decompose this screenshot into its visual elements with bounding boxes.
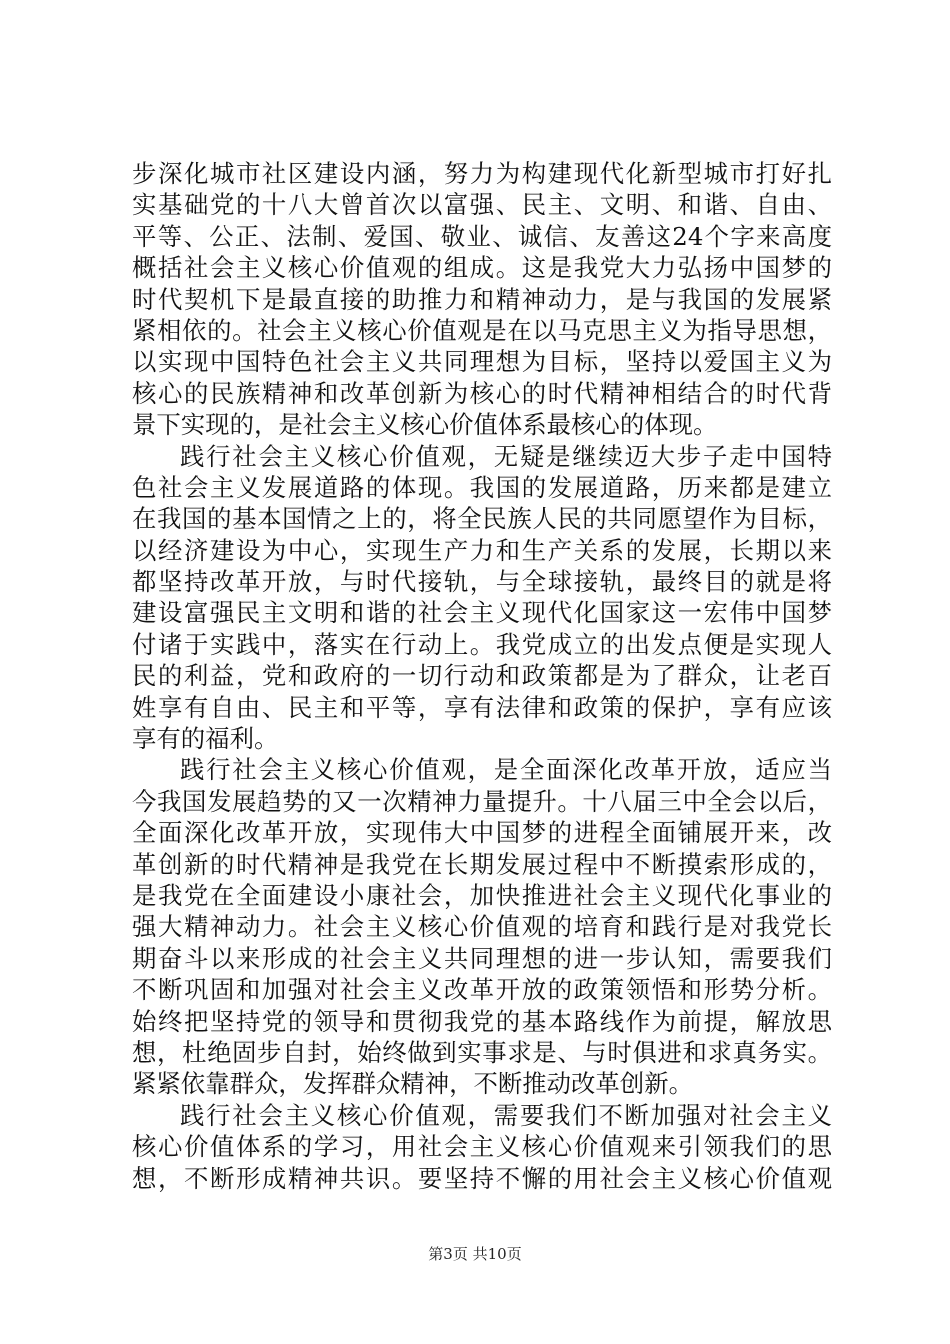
paragraph-4 <box>132 1100 832 1194</box>
text-line: 色社会主义发展道路的体现。我国的发展道路，历来都是建立 <box>132 472 832 502</box>
text-line: 不断巩固和加强对社会主义改革开放的政策领悟和形势分析。 <box>132 975 832 1005</box>
text-line: 践行社会主义核心价值观，无疑是继续迈大步子走中国特 <box>180 441 832 471</box>
text-line: 姓享有自由、民主和平等，享有法律和政策的保护，享有应该 <box>132 692 832 722</box>
text-line: 今我国发展趋势的又一次精神力量提升。十八届三中全会以后， <box>132 786 832 816</box>
text-line: 紧紧依靠群众，发挥群众精神，不断推动改革创新。 <box>132 1069 693 1099</box>
paragraph-3 <box>132 754 832 1099</box>
text-line: 核心价值体系的学习，用社会主义核心价值观来引领我们的思 <box>132 1132 832 1162</box>
paragraph-2 <box>132 441 832 755</box>
text-line: 民的利益，党和政府的一切行动和政策都是为了群众，让老百 <box>132 661 832 691</box>
text-line: 核心的民族精神和改革创新为核心的时代精神相结合的时代背 <box>132 378 832 408</box>
text-line: 平等、公正、法制、爱国、敬业、诚信、友善这24个字来高度 <box>132 221 832 251</box>
text-line: 时代契机下是最直接的助推力和精神动力，是与我国的发展紧 <box>132 284 832 314</box>
text-line: 概括社会主义核心价值观的组成。这是我党大力弘扬中国梦的 <box>132 253 832 283</box>
text-line: 建设富强民主文明和谐的社会主义现代化国家这一宏伟中国梦 <box>132 598 832 628</box>
text-line: 付诸于实践中，落实在行动上。我党成立的出发点便是实现人 <box>132 629 832 659</box>
text-line: 是我党在全面建设小康社会，加快推进社会主义现代化事业的 <box>132 880 832 910</box>
text-line: 全面深化改革开放，实现伟大中国梦的进程全面铺展开来，改 <box>132 818 832 848</box>
text-line: 践行社会主义核心价值观，需要我们不断加强对社会主义 <box>180 1100 832 1130</box>
text-line: 想，杜绝固步自封，始终做到实事求是、与时俱进和求真务实。 <box>132 1037 832 1067</box>
text-line: 强大精神动力。社会主义核心价值观的培育和践行是对我党长 <box>132 912 832 942</box>
text-line: 始终把坚持党的领导和贯彻我党的基本路线作为前提，解放思 <box>132 1006 832 1036</box>
text-line: 步深化城市社区建设内涵，努力为构建现代化新型城市打好扎 <box>132 159 832 188</box>
text-line: 紧相依的。社会主义核心价值观是在以马克思主义为指导思想， <box>132 315 832 345</box>
text-line: 以实现中国特色社会主义共同理想为目标，坚持以爱国主义为 <box>132 347 832 377</box>
document-body <box>132 158 832 1194</box>
paragraph-1 <box>132 158 832 441</box>
text-line: 革创新的时代精神是我党在长期发展过程中不断摸索形成的， <box>132 849 832 879</box>
text-line: 享有的福利。 <box>132 724 279 754</box>
text-line: 想，不断形成精神共识。要坚持不懈的用社会主义核心价值观 <box>132 1163 832 1193</box>
text-line: 都坚持改革开放，与时代接轨，与全球接轨，最终目的就是将 <box>132 567 832 597</box>
text-line: 以经济建设为中心，实现生产力和生产关系的发展，长期以来 <box>132 535 832 565</box>
text-line: 期奋斗以来形成的社会主义共同理想的进一步认知，需要我们 <box>132 943 832 973</box>
text-line: 景下实现的，是社会主义核心价值体系最核心的体现。 <box>132 410 718 440</box>
page-number-footer: 第3页 共10页 <box>428 1245 522 1263</box>
text-line: 在我国的基本国情之上的，将全民族人民的共同愿望作为目标， <box>132 504 832 534</box>
text-line: 践行社会主义核心价值观，是全面深化改革开放，适应当 <box>180 755 832 785</box>
text-line: 实基础党的十八大曾首次以富强、民主、文明、和谐、自由、 <box>132 190 832 220</box>
